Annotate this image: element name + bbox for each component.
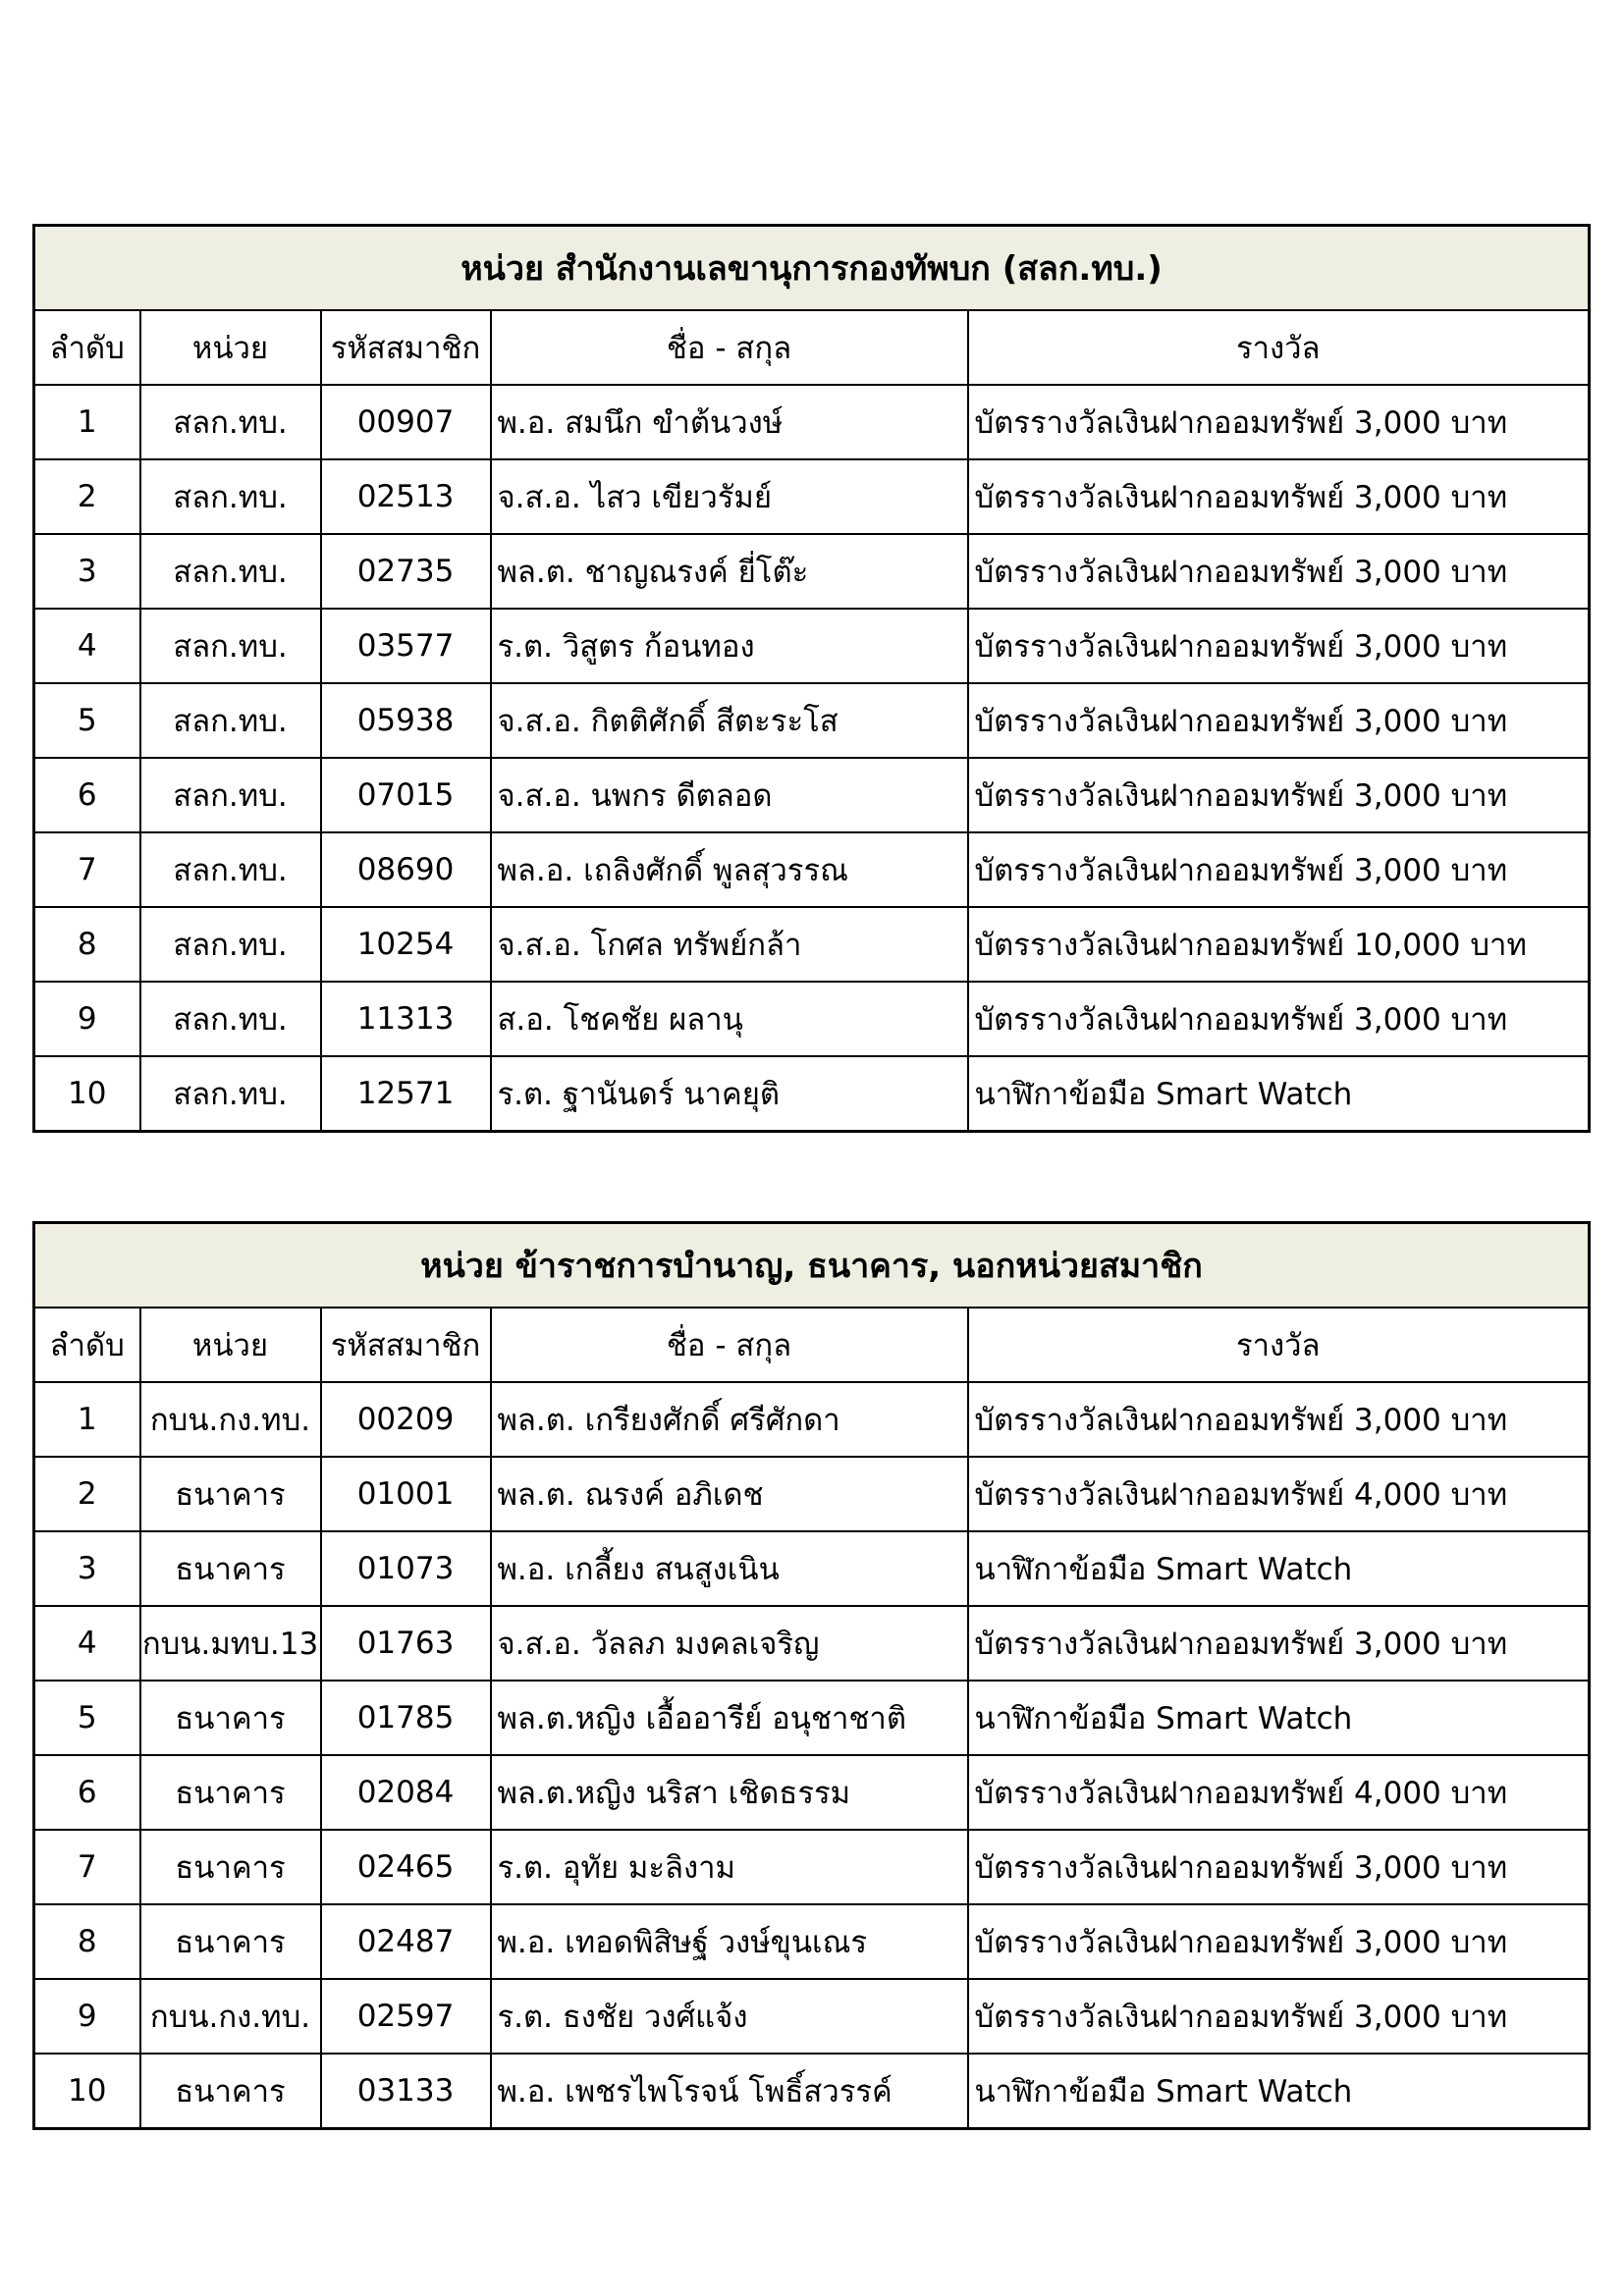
cell-name: จ.ส.อ. ไสว เขียวรัมย์ [491, 459, 968, 534]
cell-name: พ.อ. เกลี้ยง สนสูงเนิน [491, 1531, 968, 1606]
header-name: ชื่อ - สกุล [491, 1308, 968, 1382]
cell-prize: บัตรรางวัลเงินฝากออมทรัพย์ 3,000 บาท [968, 1979, 1590, 2054]
cell-member-code: 10254 [321, 907, 491, 982]
cell-unit: ธนาคาร [140, 1830, 321, 1904]
cell-name: พล.ต.หญิง นริสา เชิดธรรม [491, 1755, 968, 1830]
cell-prize: นาฬิกาข้อมือ Smart Watch [968, 1056, 1590, 1132]
cell-member-code: 03577 [321, 609, 491, 683]
cell-number: 9 [34, 1979, 140, 2054]
cell-unit: กบน.กง.ทบ. [140, 1979, 321, 2054]
cell-member-code: 01073 [321, 1531, 491, 1606]
cell-unit: สลก.ทบ. [140, 832, 321, 907]
cell-name: ร.ต. วิสูตร ก้อนทอง [491, 609, 968, 683]
table-row [34, 1606, 1590, 1681]
cell-number: 1 [34, 385, 140, 459]
cell-number: 4 [34, 609, 140, 683]
table-row [34, 1904, 1590, 1979]
cell-prize: บัตรรางวัลเงินฝากออมทรัพย์ 3,000 บาท [968, 1382, 1590, 1457]
cell-prize: บัตรรางวัลเงินฝากออมทรัพย์ 3,000 บาท [968, 1830, 1590, 1904]
table-row [34, 758, 1590, 832]
cell-prize: บัตรรางวัลเงินฝากออมทรัพย์ 3,000 บาท [968, 534, 1590, 609]
cell-unit: สลก.ทบ. [140, 534, 321, 609]
cell-prize: บัตรรางวัลเงินฝากออมทรัพย์ 3,000 บาท [968, 459, 1590, 534]
table-header-row [34, 310, 1590, 385]
cell-member-code: 01001 [321, 1457, 491, 1531]
cell-prize: บัตรรางวัลเงินฝากออมทรัพย์ 3,000 บาท [968, 832, 1590, 907]
table-row [34, 1830, 1590, 1904]
header-member-code: รหัสสมาชิก [321, 1308, 491, 1382]
table-row [34, 1056, 1590, 1132]
table-row [34, 982, 1590, 1056]
cell-unit: ธนาคาร [140, 2054, 321, 2129]
cell-unit: กบน.มทบ.13 [140, 1606, 321, 1681]
table-body [34, 1223, 1590, 2129]
cell-prize: บัตรรางวัลเงินฝากออมทรัพย์ 3,000 บาท [968, 385, 1590, 459]
cell-prize: บัตรรางวัลเงินฝากออมทรัพย์ 10,000 บาท [968, 907, 1590, 982]
cell-prize: นาฬิกาข้อมือ Smart Watch [968, 1531, 1590, 1606]
cell-prize: นาฬิกาข้อมือ Smart Watch [968, 1681, 1590, 1755]
table-title: หน่วย สำนักงานเลขานุการกองทัพบก (สลก.ทบ.) [34, 226, 1590, 311]
cell-unit: ธนาคาร [140, 1681, 321, 1755]
cell-member-code: 05938 [321, 683, 491, 758]
cell-name: พล.ต.หญิง เอื้ออารีย์ อนุชาชาติ [491, 1681, 968, 1755]
header-number: ลำดับ [34, 310, 140, 385]
cell-unit: สลก.ทบ. [140, 385, 321, 459]
cell-member-code: 02487 [321, 1904, 491, 1979]
cell-number: 10 [34, 1056, 140, 1132]
cell-member-code: 07015 [321, 758, 491, 832]
table-title-row [34, 226, 1590, 311]
table-row [34, 385, 1590, 459]
cell-number: 5 [34, 1681, 140, 1755]
cell-name: พล.ต. เกรียงศักดิ์ ศรีศักดา [491, 1382, 968, 1457]
cell-number: 5 [34, 683, 140, 758]
cell-number: 8 [34, 907, 140, 982]
cell-unit: สลก.ทบ. [140, 1056, 321, 1132]
cell-number: 2 [34, 1457, 140, 1531]
cell-name: พ.อ. เทอดพิสิษฐ์ วงษ์ขุนเณร [491, 1904, 968, 1979]
prize-table-2 [32, 1221, 1591, 2130]
cell-name: พล.ต. ชาญณรงค์ ยี่โต๊ะ [491, 534, 968, 609]
cell-name: พ.อ. สมนึก ขำต้นวงษ์ [491, 385, 968, 459]
cell-unit: ธนาคาร [140, 1531, 321, 1606]
cell-name: จ.ส.อ. นพกร ดีตลอด [491, 758, 968, 832]
table-title-row [34, 1223, 1590, 1308]
cell-prize: บัตรรางวัลเงินฝากออมทรัพย์ 3,000 บาท [968, 1904, 1590, 1979]
cell-unit: สลก.ทบ. [140, 907, 321, 982]
cell-unit: สลก.ทบ. [140, 683, 321, 758]
cell-number: 6 [34, 758, 140, 832]
table-header-row [34, 1308, 1590, 1382]
cell-unit: สลก.ทบ. [140, 609, 321, 683]
cell-name: ร.ต. อุทัย มะลิงาม [491, 1830, 968, 1904]
cell-prize: บัตรรางวัลเงินฝากออมทรัพย์ 4,000 บาท [968, 1755, 1590, 1830]
cell-number: 10 [34, 2054, 140, 2129]
cell-member-code: 02465 [321, 1830, 491, 1904]
table-row [34, 907, 1590, 982]
cell-number: 2 [34, 459, 140, 534]
cell-name: จ.ส.อ. โกศล ทรัพย์กล้า [491, 907, 968, 982]
cell-number: 9 [34, 982, 140, 1056]
table-row [34, 1457, 1590, 1531]
table-row [34, 1755, 1590, 1830]
cell-unit: ธนาคาร [140, 1457, 321, 1531]
cell-member-code: 01763 [321, 1606, 491, 1681]
table-row [34, 1531, 1590, 1606]
cell-member-code: 00209 [321, 1382, 491, 1457]
cell-member-code: 03133 [321, 2054, 491, 2129]
table-row [34, 459, 1590, 534]
table-row [34, 2054, 1590, 2129]
cell-unit: สลก.ทบ. [140, 982, 321, 1056]
table-row [34, 683, 1590, 758]
header-member-code: รหัสสมาชิก [321, 310, 491, 385]
table-row [34, 1382, 1590, 1457]
header-unit: หน่วย [140, 1308, 321, 1382]
cell-number: 7 [34, 832, 140, 907]
cell-number: 6 [34, 1755, 140, 1830]
cell-name: จ.ส.อ. กิตติศักดิ์ สีตะระโส [491, 683, 968, 758]
cell-name: ส.อ. โชคชัย ผลานุ [491, 982, 968, 1056]
cell-member-code: 12571 [321, 1056, 491, 1132]
cell-name: พ.อ. เพชรไพโรจน์ โพธิ์สวรรค์ [491, 2054, 968, 2129]
cell-prize: บัตรรางวัลเงินฝากออมทรัพย์ 4,000 บาท [968, 1457, 1590, 1531]
table-row [34, 1681, 1590, 1755]
cell-number: 4 [34, 1606, 140, 1681]
header-name: ชื่อ - สกุล [491, 310, 968, 385]
cell-unit: สลก.ทบ. [140, 459, 321, 534]
cell-number: 8 [34, 1904, 140, 1979]
cell-member-code: 08690 [321, 832, 491, 907]
table-row [34, 609, 1590, 683]
cell-name: ร.ต. ธงชัย วงศ์แจ้ง [491, 1979, 968, 2054]
cell-name: ร.ต. ฐานันดร์ นาคยุติ [491, 1056, 968, 1132]
cell-member-code: 01785 [321, 1681, 491, 1755]
cell-prize: บัตรรางวัลเงินฝากออมทรัพย์ 3,000 บาท [968, 982, 1590, 1056]
cell-unit: ธนาคาร [140, 1904, 321, 1979]
cell-number: 3 [34, 1531, 140, 1606]
cell-member-code: 11313 [321, 982, 491, 1056]
cell-member-code: 02735 [321, 534, 491, 609]
cell-prize: บัตรรางวัลเงินฝากออมทรัพย์ 3,000 บาท [968, 758, 1590, 832]
cell-unit: ธนาคาร [140, 1755, 321, 1830]
table-row [34, 832, 1590, 907]
cell-prize: บัตรรางวัลเงินฝากออมทรัพย์ 3,000 บาท [968, 1606, 1590, 1681]
cell-number: 7 [34, 1830, 140, 1904]
cell-unit: กบน.กง.ทบ. [140, 1382, 321, 1457]
header-unit: หน่วย [140, 310, 321, 385]
cell-number: 3 [34, 534, 140, 609]
cell-member-code: 00907 [321, 385, 491, 459]
table-title: หน่วย ข้าราชการบำนาญ, ธนาคาร, นอกหน่วยสมาชิก [34, 1223, 1590, 1308]
cell-name: จ.ส.อ. วัลลภ มงคลเจริญ [491, 1606, 968, 1681]
prize-table-1 [32, 224, 1591, 1133]
cell-name: พล.อ. เถลิงศักดิ์ พูลสุวรรณ [491, 832, 968, 907]
table-row [34, 534, 1590, 609]
cell-number: 1 [34, 1382, 140, 1457]
header-prize: รางวัล [968, 310, 1590, 385]
cell-name: พล.ต. ณรงค์ อภิเดช [491, 1457, 968, 1531]
table-body [34, 226, 1590, 1132]
cell-member-code: 02597 [321, 1979, 491, 2054]
cell-prize: นาฬิกาข้อมือ Smart Watch [968, 2054, 1590, 2129]
cell-member-code: 02084 [321, 1755, 491, 1830]
header-number: ลำดับ [34, 1308, 140, 1382]
cell-prize: บัตรรางวัลเงินฝากออมทรัพย์ 3,000 บาท [968, 683, 1590, 758]
header-prize: รางวัล [968, 1308, 1590, 1382]
table-row [34, 1979, 1590, 2054]
cell-unit: สลก.ทบ. [140, 758, 321, 832]
cell-member-code: 02513 [321, 459, 491, 534]
cell-prize: บัตรรางวัลเงินฝากออมทรัพย์ 3,000 บาท [968, 609, 1590, 683]
